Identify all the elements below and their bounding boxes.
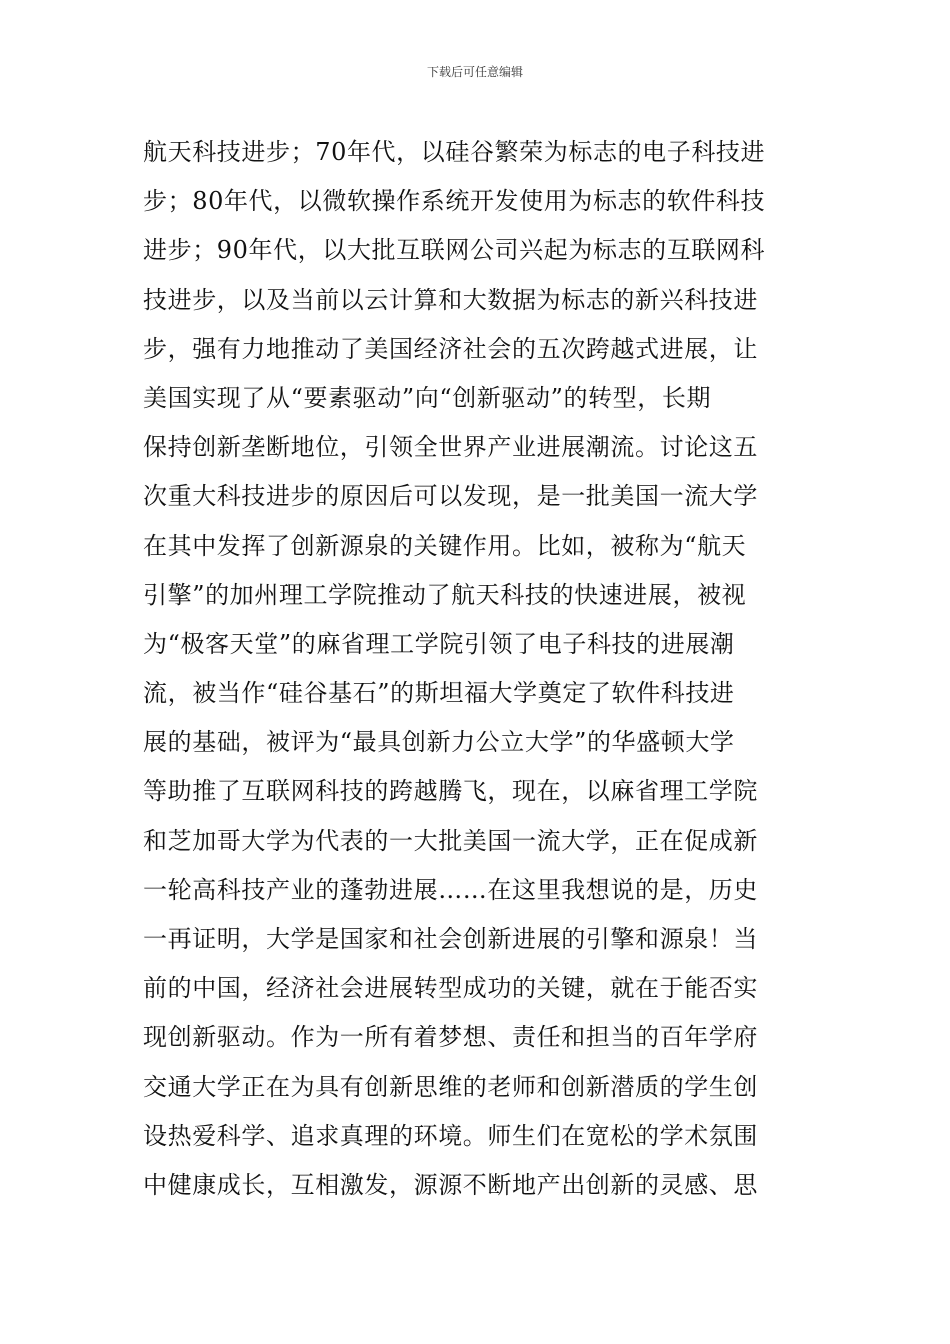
body-text <box>143 128 823 1210</box>
text-line: 中健康成长，互相激发，源源不断地产出创新的灵感、思 <box>143 1170 758 1199</box>
text-line: 和芝加哥大学为代表的一大批美国一流大学，正在促成新 <box>143 826 758 855</box>
text-line: 次重大科技进步的原因后可以发现，是一批美国一流大学 <box>143 482 758 511</box>
text-line: 现创新驱动。作为一所有着梦想、责任和担当的百年学府 <box>143 1023 758 1052</box>
text-line: 引擎”的加州理工学院推动了航天科技的快速进展，被视 <box>143 580 747 609</box>
text-line: 进步；90年代，以大批互联网公司兴起为标志的互联网科 <box>143 236 766 265</box>
text-line: 技进步，以及当前以云计算和大数据为标志的新兴科技进 <box>143 285 758 314</box>
text-line: 前的中国，经济社会进展转型成功的关键，就在于能否实 <box>143 974 758 1003</box>
text-line: 交通大学正在为具有创新思维的老师和创新潜质的学生创 <box>143 1072 758 1101</box>
text-line: 设热爱科学、追求真理的环境。师生们在宽松的学术氛围 <box>143 1121 758 1150</box>
text-line: 流，被当作“硅谷基石”的斯坦福大学奠定了软件科技进 <box>143 679 735 708</box>
text-line: 展的基础，被评为“最具创新力公立大学”的华盛顿大学 <box>143 728 735 757</box>
text-line: 一再证明，大学是国家和社会创新进展的引擎和源泉！当 <box>143 925 758 953</box>
page-header: 下载后可任意编辑 <box>426 65 523 79</box>
text-line: 等助推了互联网科技的跨越腾飞，现在，以麻省理工学院 <box>143 777 758 806</box>
text-line: 一轮高科技产业的蓬勃进展……在这里我想说的是，历史 <box>143 875 758 904</box>
text-line: 美国实现了从“要素驱动”向“创新驱动”的转型，长期 <box>143 383 712 412</box>
text-line: 保持创新垄断地位，引领全世界产业进展潮流。讨论这五 <box>143 433 758 462</box>
text-line: 为“极客天堂”的麻省理工学院引领了电子科技的进展潮 <box>143 629 735 658</box>
text-line: 在其中发挥了创新源泉的关键作用。比如，被称为“航天 <box>143 531 747 560</box>
text-line: 步；80年代，以微软操作系统开发使用为标志的软件科技 <box>143 187 766 216</box>
text-line: 步，强有力地推动了美国经济社会的五次跨越式进展，让 <box>143 334 758 363</box>
text-line: 航天科技进步；70年代，以硅谷繁荣为标志的电子科技进 <box>143 138 766 166</box>
